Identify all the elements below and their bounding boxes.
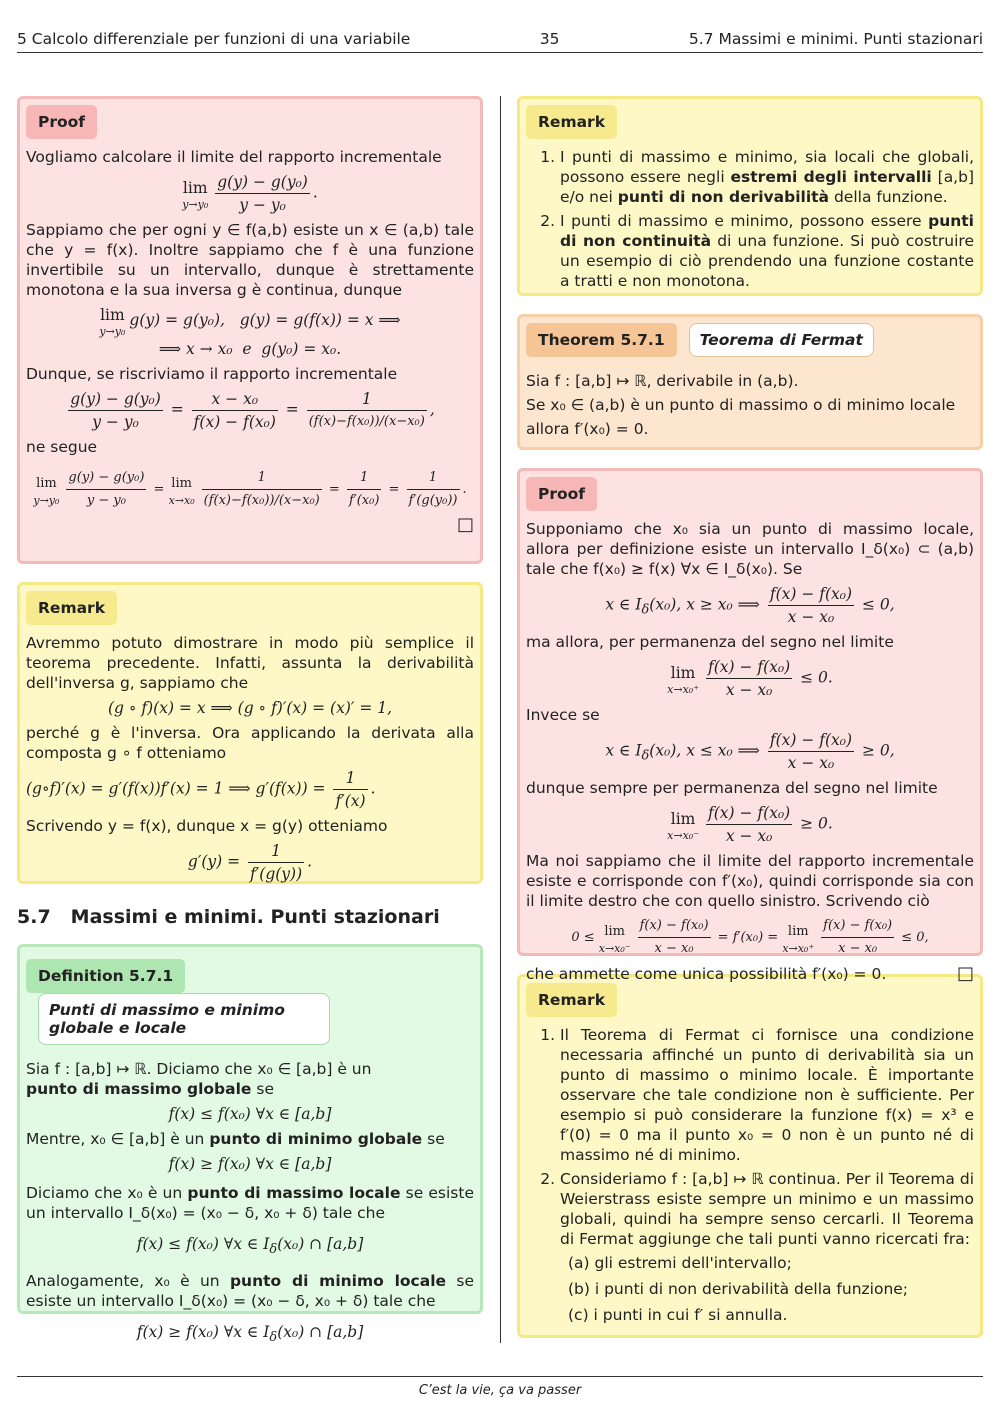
list-item: 1. I punti di massimo e minimo, sia locali che globali, possono essere negli estremi degli intervalli [a,b] e/o nei punti di non derivabilità della funzione. <box>560 147 974 207</box>
list-item: 2. I punti di massimo e minimo, possono essere punti di non continuità di una funzione. Si può costruire un esempio di ciò prendendo una funzione costante a tratti e non monotona. <box>560 211 974 291</box>
proof-text: Invece se <box>526 706 600 724</box>
theorem-title: Teorema di Fermat <box>689 323 874 357</box>
theorem-tag: Theorem 5.7.1 <box>526 323 677 357</box>
theorem-text: Se x₀ ∈ (a,b) è un punto di massimo o di minimo locale <box>526 396 956 414</box>
definition-text: Diciamo che x₀ è un punto di massimo locale se esiste un intervallo I_δ(x₀) = (x₀ − δ, x₀ + δ) tale che <box>26 1184 474 1222</box>
remark-tag: Remark <box>26 591 117 625</box>
proof-text: Sappiamo che per ogni y ∈ f(a,b) esiste un x ∈ (a,b) tale che y = f(x). Inoltre sappiamo che f è una funzione invertibile su un intervallo, dunque è strettamente monotona e la sua inversa g è continua, dunque <box>26 221 474 299</box>
sub-list-item: (c) i punti in cui f′ si annulla. <box>568 1306 788 1324</box>
proof-text: Vogliamo calcolare il limite del rapporto incrementale <box>26 148 442 166</box>
proof-text: che ammette come unica possibilità f′(x₀) = 0. □ <box>526 963 974 984</box>
remark-list <box>526 1025 974 1325</box>
equation: g′(y) = $\frac{1}{f'(g(y))}$ . <box>187 842 313 883</box>
proof-text: ne segue <box>26 438 98 456</box>
header-chapter: 5 Calcolo differenziale per funzioni di una variabile <box>17 30 411 48</box>
proof-text: dunque sempre per permanenza del segno nel limite <box>526 779 938 797</box>
page-header <box>17 30 983 53</box>
equation: f(x) ≥ f(x₀) ∀x ∈ [a,b] <box>168 1155 332 1173</box>
sub-list-item: (a) gli estremi dell'intervallo; <box>568 1254 792 1272</box>
page-number: 35 <box>539 30 560 48</box>
qed-square: □ <box>956 963 974 984</box>
proof-text: Ma noi sappiamo che il limite del rapporto incrementale esiste e corrisponde con f′(x₀), quindi corrisponde sia con il limite destro che con quello sinistro. Scrivendo ciò <box>526 852 974 910</box>
right-column <box>517 96 983 1356</box>
column-divider <box>500 96 501 1343</box>
proof-text: ma allora, per permanenza del segno nel limite <box>526 633 894 651</box>
definition-text: Sia f : [a,b] ↦ ℝ. Diciamo che x₀ ∈ [a,b] è un punto di massimo globale se <box>26 1060 372 1098</box>
remark-text: Scrivendo y = f(x), dunque x = g(y) otteniamo <box>26 817 388 835</box>
proof-tag: Proof <box>26 105 97 139</box>
equation: lim y→y₀ g(y) = g(y₀), g(y) = g(f(x)) = x ⟹ ⟹ x → x₀ e g(y₀) = x₀. <box>99 306 401 358</box>
proof-box <box>17 96 483 564</box>
list-item: 1. Il Teorema di Fermat ci fornisce una condizione necessaria affinché un punto di derivabilità sia un punto di massimo o minimo locale. È importante osservare che tale condizione non è sufficiente. Per esempio si può considerare la funzione f(x) = x³ e f′(0) = 0 ma il punto x₀ = 0 non è un punto né di massimo né di minimo. <box>560 1025 974 1165</box>
left-column <box>17 96 483 1346</box>
equation: f(x) ≤ f(x₀) ∀x ∈ $I_\delta(x_0)$ ∩ [a,b] <box>136 1235 364 1258</box>
remark-box <box>517 974 983 1338</box>
equation: f(x) ≥ f(x₀) ∀x ∈ $I_\delta(x_0)$ ∩ [a,b] <box>136 1323 364 1346</box>
equation: f(x) ≤ f(x₀) ∀x ∈ [a,b] <box>168 1105 332 1123</box>
proof-box <box>517 468 983 984</box>
sub-list <box>560 1253 974 1325</box>
definition-tag: Definition 5.7.1 <box>26 959 185 993</box>
equation: x ∈ $I_\delta(x_0)$, x ≥ x₀ ⟹ $\frac{\text{f(x) − f(x₀)}}{\text{x − x₀}}$ ≤ 0, <box>605 585 895 626</box>
equation: lim y→y₀ $\frac{\text{g(y) − g(y₀)}}{\text{y − y₀}}$ = lim x→x₀ $\frac{1}{\text{(f(x)−f(x₀))/(x−x₀)}}$ = $\frac{1}{\text{f′(x₀)}}$ = $\frac{1}{\text{f′(g(y₀))}}$ . <box>26 467 474 512</box>
sub-list-item: (b) i punti di non derivabilità della funzione; <box>568 1280 909 1298</box>
equation: 0 ≤ lim x→x₀⁻ $\frac{\text{f(x) − f(x₀)}}{\text{x − x₀}}$ = f′(x₀) = lim x→x₀⁺ $\frac{\text{f(x) − f(x₀)}}{\text{x − x₀}}$ ≤ 0, <box>526 915 974 960</box>
remark-list <box>526 147 974 291</box>
list-item: 2. Consideriamo f : [a,b] ↦ ℝ continua. Per il Teorema di Weierstrass esiste sempre un minimo e un massimo globali, quindi ha sempre senso cercarli. Il Teorema di Fermat aggiunge che tali punti vanno ricercati fra: (a) gli estremi dell'intervallo; (b) i punti di non derivabilità della funzione; (c) i punti in cui f′ si annulla. <box>560 1169 974 1325</box>
equation: x ∈ $I_\delta(x_0)$, x ≤ x₀ ⟹ $\frac{\text{f(x) − f(x₀)}}{\text{x − x₀}}$ ≥ 0, <box>605 731 895 772</box>
definition-text: Analogamente, x₀ è un punto di minimo locale se esiste un intervallo I_δ(x₀) = (x₀ − δ, x₀ + δ) tale che <box>26 1272 474 1311</box>
definition-text: Mentre, x₀ ∈ [a,b] è un punto di minimo globale se <box>26 1130 445 1148</box>
proof-text: Supponiamo che x₀ sia un punto di massimo locale, allora per definizione esiste un intervallo I_δ(x₀) ⊂ (a,b) tale che f(x₀) ≥ f(x) ∀x ∈ I_δ(x₀). Se <box>526 520 974 578</box>
header-section: 5.7 Massimi e minimi. Punti stazionari <box>688 30 983 48</box>
remark-text: Avremmo potuto dimostrare in modo più semplice il teorema precedente. Infatti, assunta la derivabilità dell'inversa g, sappiamo che <box>26 634 474 692</box>
equation: lim x→x₀⁺ $\frac{\text{f(x) − f(x₀)}}{\text{x − x₀}}$ ≤ 0. <box>667 658 833 699</box>
equation: (g ∘ f)(x) = x ⟹ (g ∘ f)′(x) = (x)′ = 1, <box>107 699 393 717</box>
theorem-text: Sia f : [a,b] ↦ ℝ, derivabile in (a,b). <box>526 372 799 390</box>
page-footer: C’est la vie, ça va passer <box>17 1376 983 1398</box>
remark-box <box>517 96 983 296</box>
remark-box <box>17 582 483 884</box>
remark-text: perché g è l'inversa. Ora applicando la derivata alla composta g ∘ f otteniamo <box>26 724 474 762</box>
equation: $\frac{\text{g(y) − g(y₀)}}{\text{y − y₀}}$ = $\frac{\text{x − x₀}}{\text{f(x) − f(x₀)}}$ = $\frac{1}{\text{(f(x)−f(x₀))/(x−x₀)}}$ , <box>70 390 435 431</box>
section-title: Massimi e minimi. Punti stazionari <box>70 906 440 928</box>
equation: lim x→x₀⁻ $\frac{\text{f(x) − f(x₀)}}{\text{x − x₀}}$ ≥ 0. <box>667 804 833 845</box>
proof-tag: Proof <box>526 477 597 511</box>
theorem-box <box>517 314 983 450</box>
equation: (g∘f)′(x) = g′(f(x))f′(x) = 1 ⟹ g′(f(x)) = $\frac{1}{f'(x)}$ . <box>26 769 376 810</box>
proof-text: Dunque, se riscriviamo il rapporto incrementale <box>26 365 398 383</box>
equation: lim y→y₀ $\frac{\text{g(y) − g(y₀)}}{\text{y − y₀}}$ . <box>182 173 318 214</box>
theorem-text: allora f′(x₀) = 0. <box>526 420 649 438</box>
definition-box <box>17 944 483 1346</box>
section-number: 5.7 <box>17 906 51 928</box>
remark-tag: Remark <box>526 105 617 139</box>
remark-tag: Remark <box>526 983 617 1017</box>
definition-title: Punti di massimo e minimo globale e locale <box>38 993 330 1045</box>
qed-square: □ <box>456 514 474 535</box>
section-heading <box>17 906 483 928</box>
